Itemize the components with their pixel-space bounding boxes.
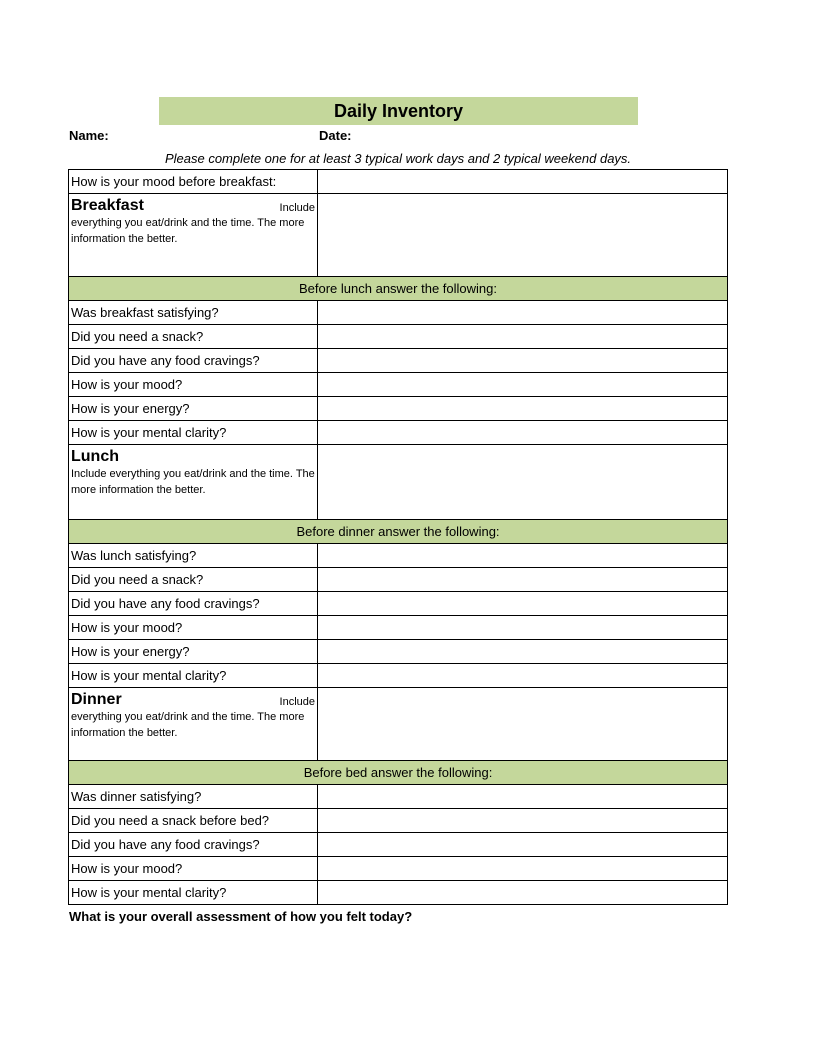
table-row [69,616,728,640]
answer-cell[interactable] [318,616,728,640]
table-row [69,421,728,445]
question-label: Was lunch satisfying? [69,544,318,568]
table-row [69,349,728,373]
answer-cell-breakfast[interactable] [318,194,728,277]
question-label: How is your energy? [69,397,318,421]
question-label: How is your mood before breakfast: [69,170,318,194]
answer-cell[interactable] [318,301,728,325]
meal-description: everything you eat/drink and the time. The more information the better. [71,711,305,739]
section-header-bed [69,761,728,785]
question-label: How is your mental clarity? [69,881,318,905]
table-row [69,301,728,325]
answer-cell-lunch[interactable] [318,445,728,520]
question-label: How is your mood? [69,616,318,640]
section-header-lunch [69,277,728,301]
table-row [69,857,728,881]
answer-cell-dinner[interactable] [318,688,728,761]
table-row [69,833,728,857]
question-label: How is your mental clarity? [69,664,318,688]
table-row [69,397,728,421]
answer-cell[interactable] [318,373,728,397]
table-row [69,881,728,905]
meal-title-breakfast: Breakfast [71,197,144,214]
date-label: Date: [319,128,352,143]
answer-cell[interactable] [318,785,728,809]
meal-description: everything you eat/drink and the time. The more information the better. [71,217,305,245]
question-label: Was breakfast satisfying? [69,301,318,325]
inventory-table [68,169,728,905]
section-title: Before dinner answer the following: [69,520,728,544]
answer-cell[interactable] [318,170,728,194]
meal-title-dinner: Dinner [71,691,122,708]
instructions: Please complete one for at least 3 typical work days and 2 typical weekend days. [164,151,632,166]
meal-title-lunch: Lunch [71,448,119,465]
table-row [69,640,728,664]
bed-questions [69,785,728,905]
question-label: How is your mood? [69,373,318,397]
question-label: Did you need a snack? [69,325,318,349]
meal-row-dinner [69,688,728,761]
question-label: Did you need a snack? [69,568,318,592]
answer-cell[interactable] [318,833,728,857]
table-row [69,809,728,833]
meal-label-dinner [69,688,318,761]
answer-cell[interactable] [318,397,728,421]
question-label: How is your mental clarity? [69,421,318,445]
table-row [69,785,728,809]
answer-cell[interactable] [318,592,728,616]
section-header-dinner [69,520,728,544]
question-label: Did you need a snack before bed? [69,809,318,833]
table-row [69,170,728,194]
include-text: Include [279,696,315,708]
question-label: How is your energy? [69,640,318,664]
meal-description: Include everything you eat/drink and the time. The more information the better. [71,468,315,496]
lunch-questions [69,301,728,445]
form-title: Daily Inventory [159,97,638,125]
meal-label-breakfast [69,194,318,277]
meal-row-lunch [69,445,728,520]
meal-label-lunch [69,445,318,520]
dinner-questions [69,544,728,688]
answer-cell[interactable] [318,325,728,349]
include-text: Include [279,202,315,214]
overall-question: What is your overall assessment of how you felt today? [69,909,413,924]
answer-cell[interactable] [318,881,728,905]
answer-cell[interactable] [318,640,728,664]
question-label: Did you have any food cravings? [69,349,318,373]
table-row [69,325,728,349]
table-row [69,664,728,688]
table-row [69,568,728,592]
answer-cell[interactable] [318,544,728,568]
table-row [69,592,728,616]
name-label: Name: [69,128,109,143]
answer-cell[interactable] [318,568,728,592]
section-title: Before bed answer the following: [69,761,728,785]
answer-cell[interactable] [318,664,728,688]
table-row [69,544,728,568]
section-title: Before lunch answer the following: [69,277,728,301]
answer-cell[interactable] [318,421,728,445]
table-row [69,373,728,397]
question-label: Was dinner satisfying? [69,785,318,809]
question-label: Did you have any food cravings? [69,833,318,857]
question-label: How is your mood? [69,857,318,881]
meal-row-breakfast [69,194,728,277]
answer-cell[interactable] [318,809,728,833]
question-label: Did you have any food cravings? [69,592,318,616]
answer-cell[interactable] [318,349,728,373]
answer-cell[interactable] [318,857,728,881]
